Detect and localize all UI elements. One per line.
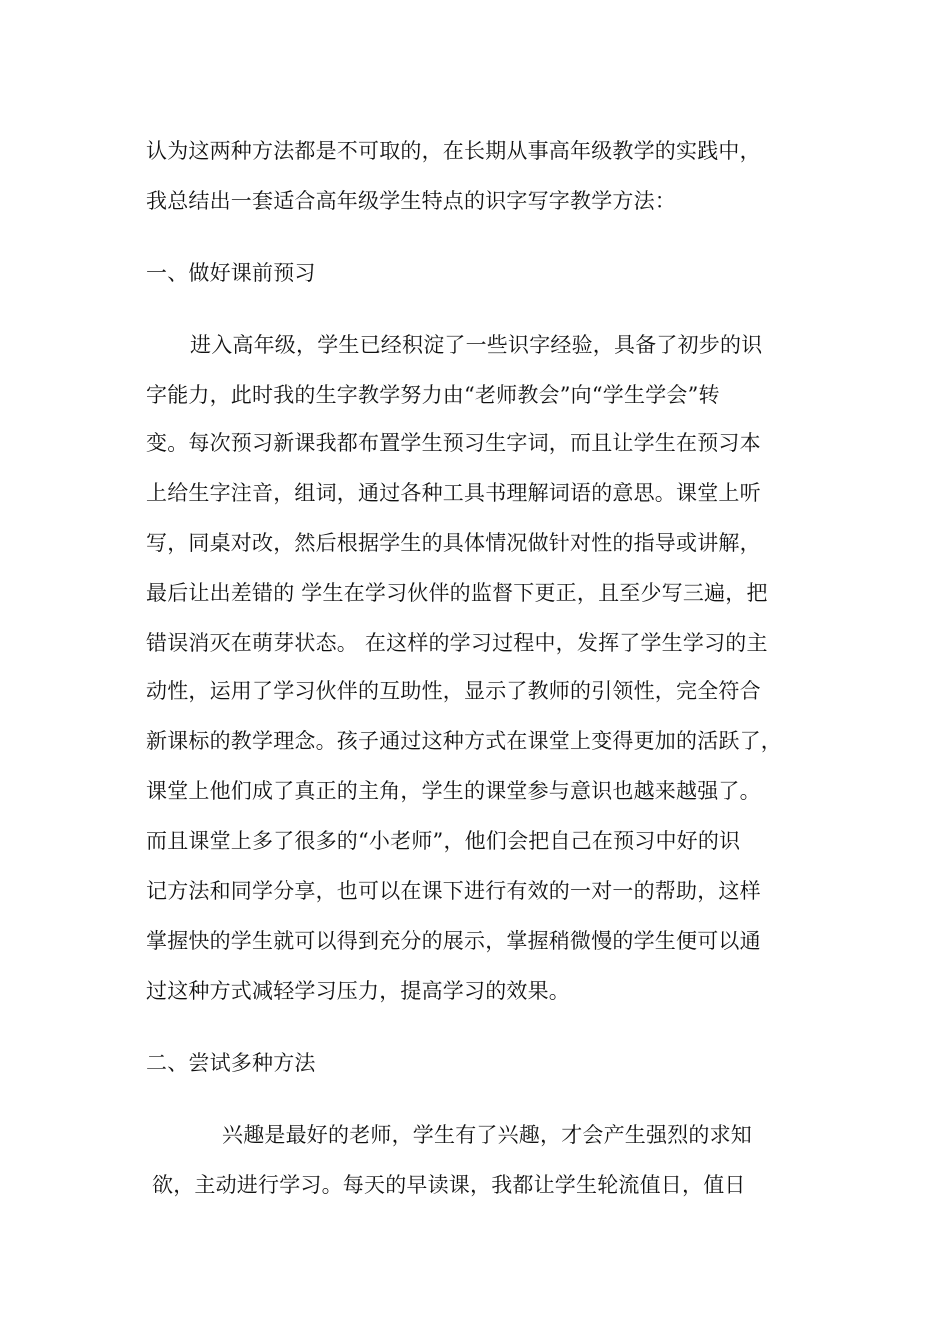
section-heading: 二、尝试多种方法 (146, 1051, 316, 1075)
text-line: 变。每次预习新课我都布置学生预习生字词，而且让学生在预习本 (146, 431, 761, 455)
text-line: 最后让出差错的 学生在学习伙伴的监督下更正，且至少写三遍，把 (146, 581, 768, 605)
text-line: 兴趣是最好的老师，学生有了兴趣，才会产生强烈的求知 (222, 1123, 752, 1147)
text-line: 写，同桌对改，然后根据学生的具体情况做针对性的指导或讲解， (146, 531, 761, 555)
text-line: 过这种方式减轻学习压力，提高学习的效果。 (146, 979, 570, 1003)
text-line: 新课标的教学理念。孩子通过这种方式在课堂上变得更加的活跃了， (146, 729, 782, 753)
text-line: 错误消灭在萌芽状态。 在这样的学习过程中，发挥了学生学习的主 (146, 631, 768, 655)
text-line: 字能力，此时我的生字教学努力由“老师教会”向“学生学会”转 (146, 383, 720, 407)
text-line: 记方法和同学分享，也可以在课下进行有效的一对一的帮助，这样 (146, 879, 761, 903)
text-line: 掌握快的学生就可以得到充分的展示，掌握稍微慢的学生便可以通 (146, 929, 761, 953)
text-line: 认为这两种方法都是不可取的，在长期从事高年级教学的实践中， (146, 139, 761, 163)
text-line: 欲，主动进行学习。每天的早读课，我都让学生轮流值日，值日 (152, 1173, 746, 1197)
text-line: 进入高年级，学生已经积淀了一些识字经验，具备了初步的识 (190, 333, 763, 357)
text-line: 而且课堂上多了很多的“小老师”，他们会把自己在预习中好的识 (146, 829, 741, 853)
text-line: 课堂上他们成了真正的主角，学生的课堂参与意识也越来越强了。 (146, 779, 761, 803)
text-line: 我总结出一套适合高年级学生特点的识字写字教学方法： (146, 189, 676, 213)
text-line: 动性，运用了学习伙伴的互助性，显示了教师的引领性，完全符合 (146, 679, 761, 703)
section-heading: 一、做好课前预习 (146, 261, 316, 285)
text-line: 上给生字注音，组词，通过各种工具书理解词语的意思。课堂上听 (146, 481, 761, 505)
